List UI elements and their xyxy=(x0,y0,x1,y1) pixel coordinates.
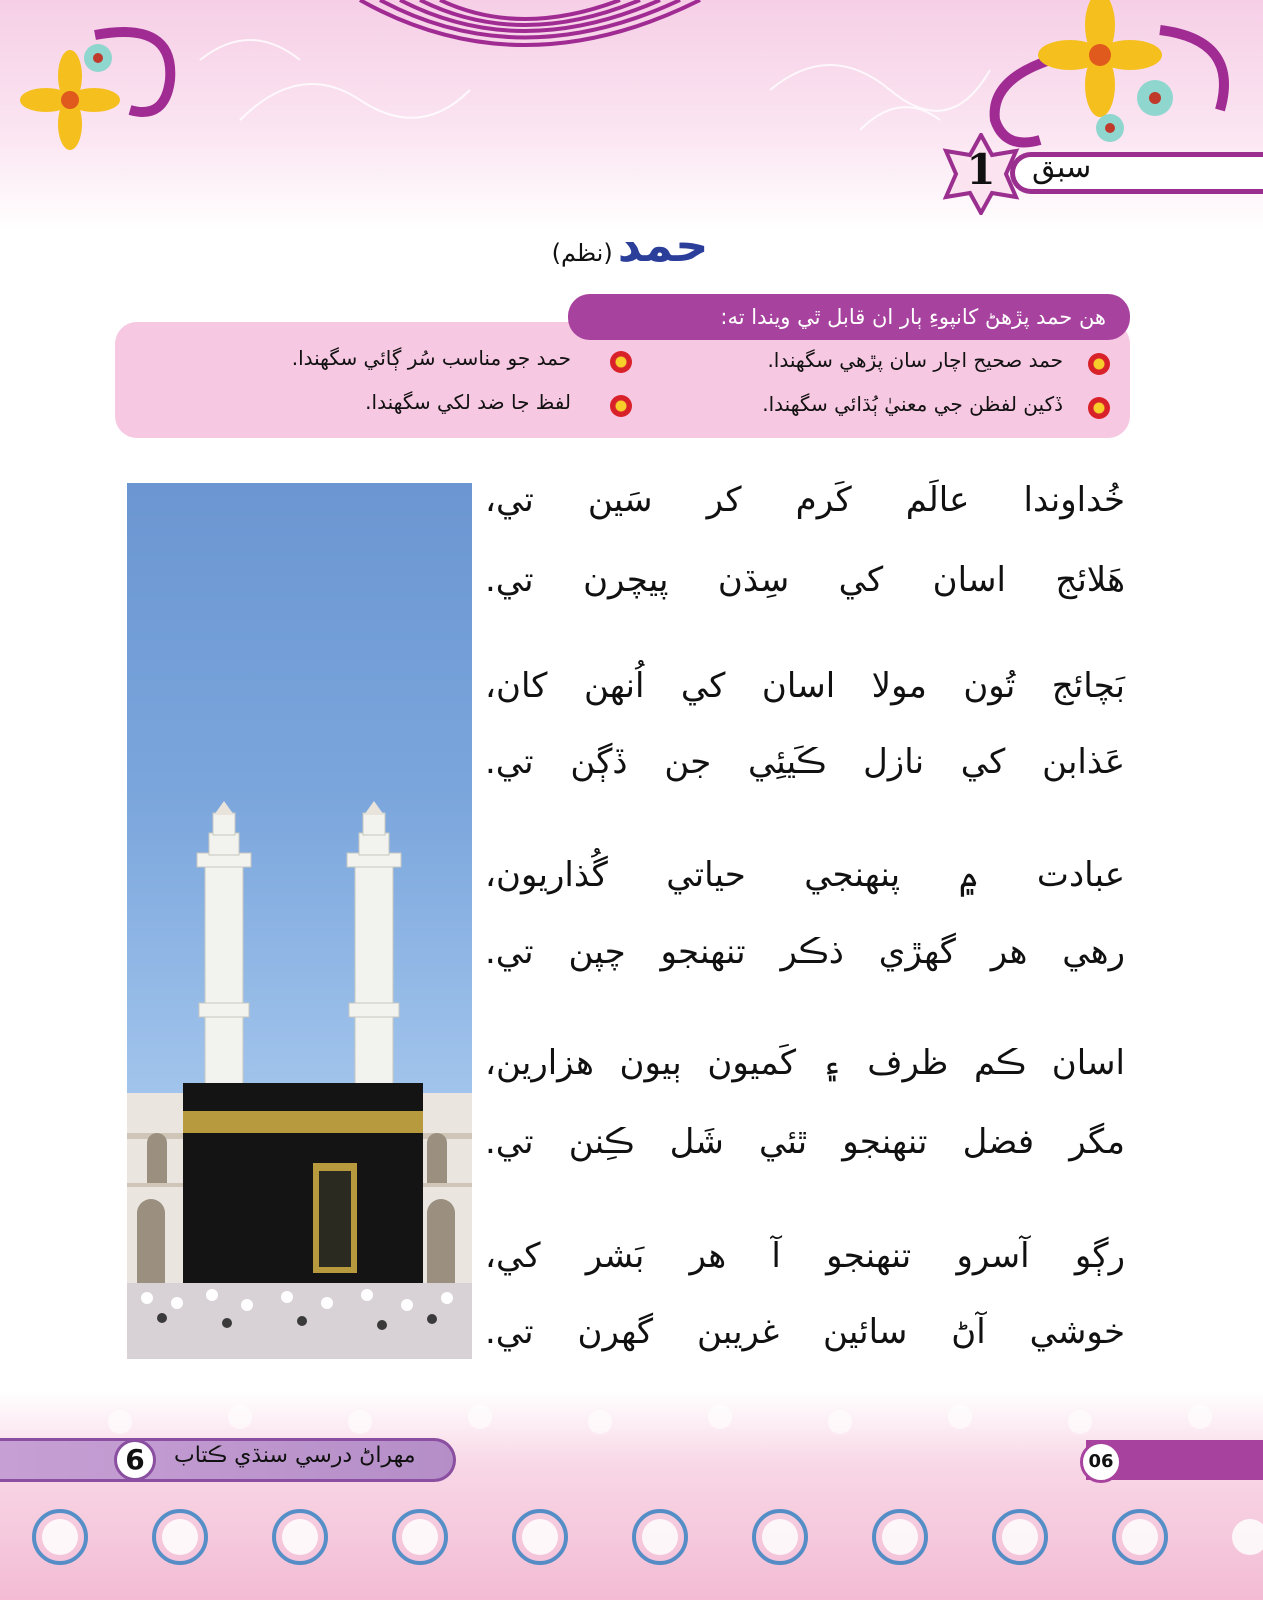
objective-item: حمد صحيح اچار سان پڙهي سگهندا. xyxy=(767,348,1063,372)
poem-line: عبادت ۾ پنهنجي حياتي گُذاريون، xyxy=(485,855,1125,895)
page-header xyxy=(0,0,1263,230)
bullet-icon xyxy=(1088,397,1110,419)
kaaba-photo xyxy=(127,483,472,1359)
poem-line: خوشي آڻ سائين غريبن گهرن تي. xyxy=(485,1312,1125,1352)
page-footer xyxy=(0,1392,1263,1600)
header-decoration xyxy=(0,0,1263,230)
poem-line: رهي هر گهڙي ذڪر تنهنجو چپن تي. xyxy=(485,932,1125,972)
grade-badge: 6 xyxy=(114,1439,156,1481)
poem-line: رڳو آسرو تنهنجو آ هر بَشر کي، xyxy=(485,1236,1125,1276)
bullet-icon xyxy=(610,351,632,373)
poem-line: هَلائج اسان کي سِڌن پيچرن تي. xyxy=(485,560,1125,600)
objectives-heading: هن حمد پڙهڻ کانپوءِ ٻار ان قابل ٿي ويندا ته: xyxy=(568,294,1130,340)
page-title xyxy=(500,218,760,278)
page-number: 06 xyxy=(1080,1441,1122,1483)
lesson-number: 1 xyxy=(966,145,996,194)
footer-pattern xyxy=(0,1392,1263,1600)
bullet-icon xyxy=(1088,353,1110,375)
title-main: حمد xyxy=(617,218,709,272)
poem-line: بَچائج تُون مولا اسان کي اُنهن کان، xyxy=(485,666,1125,706)
book-title: مهراڻ درسي سنڌي ڪتاب xyxy=(174,1443,416,1468)
objective-item: لفظ جا ضد لکي سگهندا. xyxy=(365,390,571,414)
kaaba-illustration xyxy=(127,483,472,1359)
objective-item: ڏکين لفظن جي معنيٰ ٻُڌائي سگهندا. xyxy=(762,392,1063,416)
objective-item: حمد جو مناسب سُر ڳائي سگهندا. xyxy=(291,346,571,370)
title-sub: (نظم) xyxy=(551,239,613,267)
lesson-label: سبق xyxy=(1032,150,1092,185)
poem-line: مگر فضل تنهنجو ٿئي شَل ڪِنن تي. xyxy=(485,1122,1125,1162)
poem-line: خُداوندا عالَم کَرم کر سَين تي، xyxy=(485,480,1125,520)
poem xyxy=(485,480,1125,1380)
poem-line: عَذابن کي نازل ڪَيئِي جن ڏڳن تي. xyxy=(485,742,1125,782)
poem-line: اسان ڪم ظرف ۽ کَميون ٻيون هزارين، xyxy=(485,1043,1125,1083)
bullet-icon xyxy=(610,395,632,417)
